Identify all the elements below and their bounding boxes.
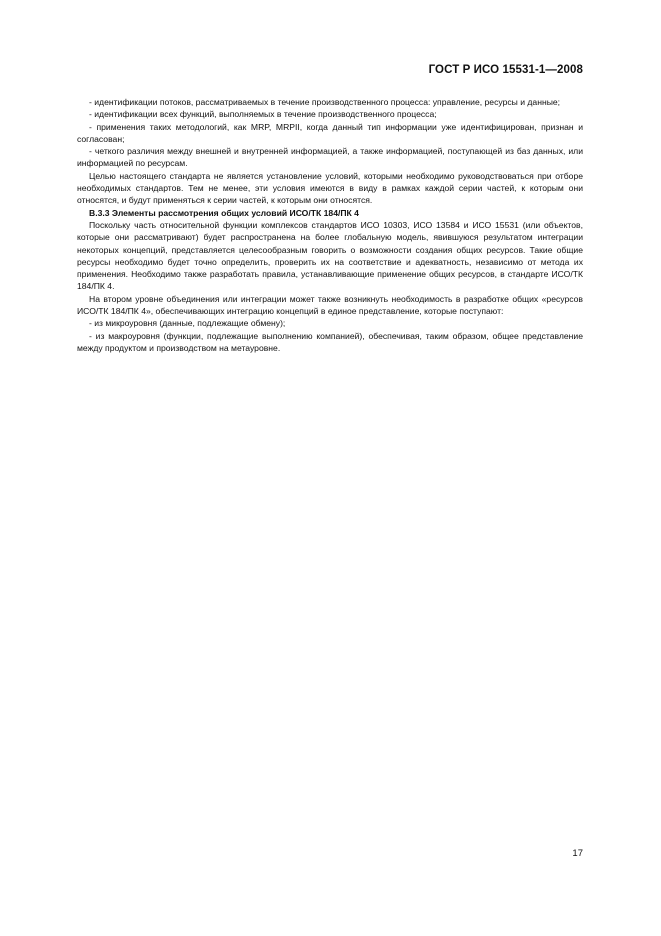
paragraph-text: Поскольку часть относительной функции комплексов стандартов ИСО 10303, ИСО 13584 и ИСО 15531 (или объектов, которые они рассматривают) будет распространена на более глобальную модель, явившуюся результатом интеграции некоторых концепций, представляется целесообразным говорить о возможности создания общих ресурсов. Такие общие ресурсы необходимо будет точно определить, проверить их на соответствие и адекватность, независимо от метода их применения. Необходимо также разработать правила, устанавливающие применение общих ресурсов, в стандарте ИСО/ТК 184/ПК 4.	[77, 219, 583, 292]
section-heading: В.3.3 Элементы рассмотрения общих условий ИСО/ТК 184/ПК 4	[89, 207, 359, 218]
page-number: 17	[572, 848, 583, 859]
paragraph	[77, 219, 583, 293]
list-item	[77, 317, 583, 329]
paragraph-text: - идентификации всех функций, выполняемых в течение производственного процесса;	[89, 109, 437, 120]
paragraph-text: - из микроуровня (данные, подлежащие обмену);	[89, 318, 286, 329]
paragraph-text: - четкого различия между внешней и внутренней информацией, а также информацией, поступающей из баз данных, или информацией по ресурсам.	[77, 146, 583, 169]
list-item	[77, 96, 583, 108]
paragraph-text: - идентификации потоков, рассматриваемых в течение производственного процесса: управление, ресурсы и данные;	[89, 97, 561, 107]
paragraph	[77, 293, 583, 318]
document-header: ГОСТ Р ИСО 15531-1—2008	[428, 64, 583, 76]
list-item	[77, 121, 583, 146]
paragraph-text: - из макроуровня (функции, подлежащие выполнению компанией), обеспечивая, таким образом, общее представление между продуктом и производством на метауровне.	[77, 330, 583, 353]
paragraph	[77, 170, 583, 207]
list-item	[77, 145, 583, 170]
list-item	[77, 330, 583, 355]
paragraph-text: - применения таких методологий, как MRP, MRPII, когда данный тип информации уже идентифицирован, признан и согласован;	[77, 121, 583, 144]
paragraph-text: Целью настоящего стандарта не является установление условий, которыми необходимо руководствоваться при отборе необходимых стандартов. Тем не менее, эти условия имеются в виду в рамках каждой серии частей, к которым они относятся, и будут применяться к серии частей, к которым они относятся.	[77, 170, 583, 206]
paragraph-text: На втором уровне объединения или интеграции может также возникнуть необходимость в разработке общих «ресурсов ИСО/ТК 184/ПК 4», обеспечивающих интеграцию концепций в единое представление, которые поступают:	[77, 293, 583, 317]
page-body	[77, 96, 583, 354]
list-item	[77, 108, 583, 120]
